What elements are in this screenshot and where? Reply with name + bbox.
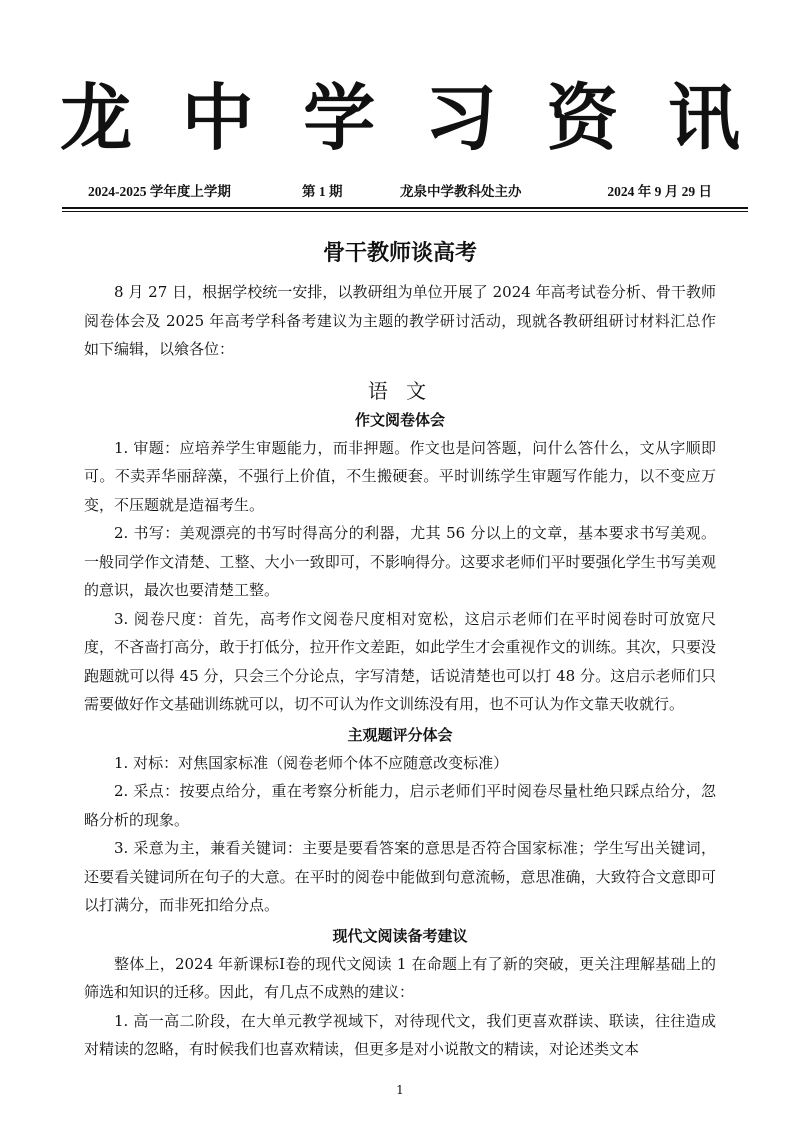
paragraph: 1. 对标：对焦国家标准（阅卷老师个体不应随意改变标准） [114, 753, 509, 772]
issue-number: 第 1 期 [302, 184, 343, 199]
intro-paragraph: 8 月 27 日，根据学校统一安排，以教研组为单位开展了 2024 年高考试卷分析、骨干教师阅卷体会及 2025 年高考学科备考建议为主题的教学研讨活动，现就各教研组研讨材料汇总作如下编辑，以飨各位： [84, 283, 716, 358]
masthead-char: 讯 [667, 76, 740, 160]
masthead-char: 习 [424, 76, 497, 160]
masthead-char: 龙 [60, 76, 133, 160]
masthead-title [60, 78, 740, 158]
article-title: 骨干教师谈高考 [322, 240, 477, 266]
masthead-char: 资 [546, 76, 619, 160]
section-heading-chinese: 语 文 [367, 378, 433, 403]
issue-date: 2024 年 9 月 29 日 [607, 184, 712, 199]
subheading-modern-reading: 现代文阅读备考建议 [332, 926, 468, 945]
paragraph: 1. 高一高二阶段，在大单元教学视域下，对待现代文，我们更喜欢群读、联读，往往造成对精读的忽略，有时候我们也喜欢精读，但更多是对小说散文的精读，对论述类文本 [84, 1011, 716, 1058]
header-divider-thick [62, 207, 748, 209]
issue-meta-line [88, 180, 712, 200]
paragraph: 1. 审题：应培养学生审题能力，而非押题。作文也是问答题，问什么答什么，文从字顺即可。不卖弄华丽辞藻，不强行上价值，不生搬硬套。平时训练学生审题写作能力，以不变应万变，不压题就是造福考生。 [84, 438, 716, 514]
article-body [84, 232, 716, 1064]
page-number: 1 [396, 1083, 404, 1097]
paragraph: 2. 采点：按要点给分，重在考察分析能力，启示老师们平时阅卷尽量杜绝只踩点给分，忽略分析的现象。 [84, 782, 716, 829]
paragraph: 整体上，2024 年新课标Ⅰ卷的现代文阅读 1 在命题上有了新的突破，更关注理解基础上的筛选和知识的迁移。因此，有几点不成熟的建议： [84, 954, 716, 1001]
subheading-subjective-grading: 主观题评分体会 [347, 725, 453, 744]
paragraph: 2. 书写：美观漂亮的书写时得高分的利器，尤其 56 分以上的文章，基本要求书写美观。一般同学作文清楚、工整、大小一致即可，不影响得分。这要求老师们平时要强化学生书写美观的意识，最次也要清楚工整。 [84, 524, 716, 599]
subheading-essay-grading: 作文阅卷体会 [354, 410, 445, 429]
masthead-char: 中 [181, 76, 254, 160]
header-divider-thin [62, 211, 748, 212]
term-label: 2024-2025 学年度上学期 [88, 184, 231, 199]
masthead-char: 学 [303, 76, 376, 160]
paragraph: 3. 阅卷尺度：首先，高考作文阅卷尺度相对宽松，这启示老师们在平时阅卷时可放宽尺度，不吝啬打高分，敢于打低分，拉开作文差距，如此学生才会重视作文的训练。其次，只要没跑题就可以得 45 分，只会三个分论点，字写清楚，话说清楚也可以打 48 分。这启示老师们只需要做好作文基础训练就可以，切不可认为作文训练没有用，也不可认为作文靠天收就行。 [84, 609, 716, 713]
paragraph: 3. 采意为主，兼看关键词：主要是要看答案的意思是否符合国家标准；学生写出关键词，还要看关键词所在句子的大意。在平时的阅卷中能做到句意流畅，意思准确，大致符合文意即可以打满分，而非死扣给分点。 [84, 839, 716, 914]
publisher-label: 龙泉中学教科处主办 [400, 184, 522, 199]
